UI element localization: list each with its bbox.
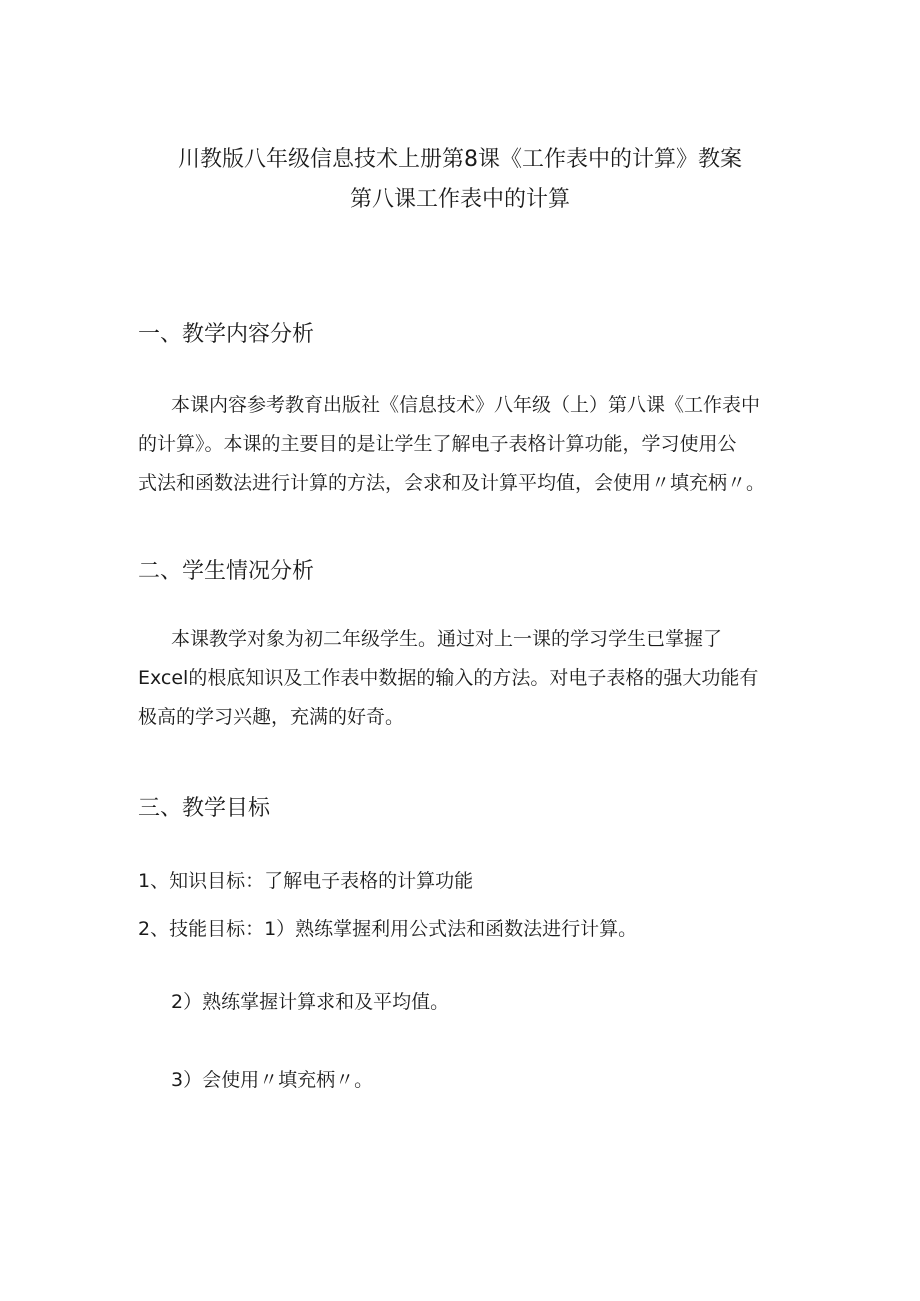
paragraph-line: Excel的根底知识及工作表中数据的输入的方法。对电子表格的强大功能有 bbox=[138, 667, 759, 689]
paragraph-line: 式法和函数法进行计算的方法，会求和及计算平均值，会使用〃填充柄〃。 bbox=[138, 472, 766, 494]
paragraph-line: 的计算》。本课的主要目的是让学生了解电子表格计算功能，学习使用公 bbox=[138, 433, 737, 455]
section-heading-content-analysis: 一、教学内容分析 bbox=[138, 322, 315, 347]
objective-knowledge: 1、知识目标：了解电子表格的计算功能 bbox=[138, 870, 474, 892]
objective-skill-sub-2: 2）熟练掌握计算求和及平均值。 bbox=[171, 991, 450, 1013]
paragraph-line: 本课教学对象为初二年级学生。通过对上一课的学习学生已掌握了 bbox=[171, 628, 723, 650]
objective-skill: 2、技能目标：1）熟练掌握利用公式法和函数法进行计算。 bbox=[138, 918, 638, 940]
paragraph-student-analysis bbox=[138, 620, 788, 737]
title-block bbox=[0, 140, 920, 220]
document-subtitle: 第八课工作表中的计算 bbox=[349, 187, 570, 212]
objective-skill-sub-3: 3）会使用〃填充柄〃。 bbox=[171, 1069, 374, 1091]
document-title: 川教版八年级信息技术上册第8课《工作表中的计算》教案 bbox=[178, 147, 742, 172]
paragraph-content-analysis bbox=[138, 386, 788, 503]
paragraph-line: 极高的学习兴趣，充满的好奇。 bbox=[138, 706, 405, 728]
paragraph-line: 本课内容参考教育出版社《信息技术》八年级（上）第八课《工作表中 bbox=[171, 394, 761, 416]
section-heading-student-analysis: 二、学生情况分析 bbox=[138, 559, 315, 584]
section-heading-teaching-goals: 三、教学目标 bbox=[138, 796, 271, 821]
